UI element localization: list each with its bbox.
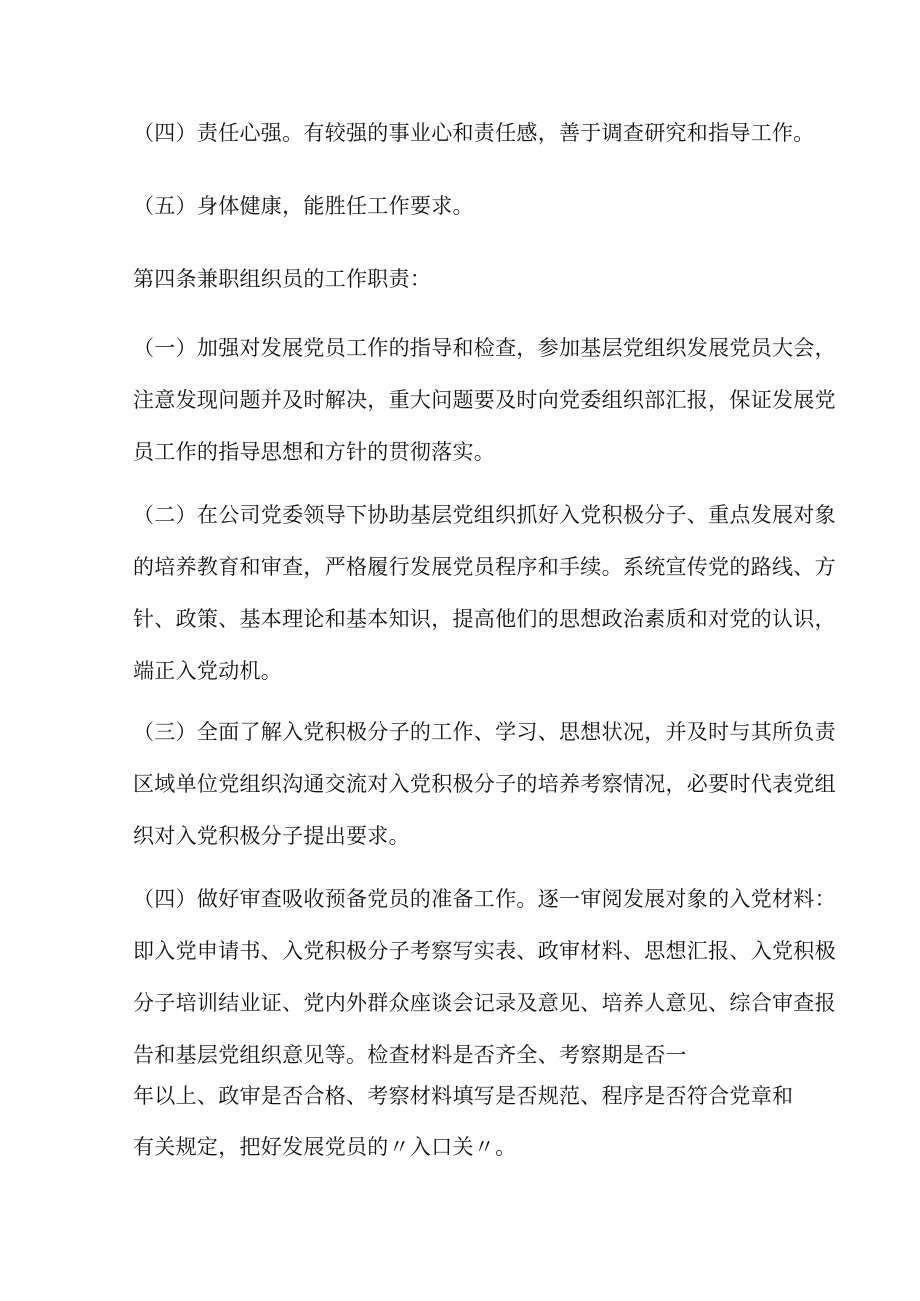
text-line: （三）全面了解入党积极分子的工作、学习、思想状况，并及时与其所负责: [133, 720, 836, 744]
duty-two-paragraph: [133, 489, 836, 697]
text-line: 区域单位党组织沟通交流对入党积极分子的培养考察情况，必要时代表党组: [133, 772, 836, 796]
text-line: 的培养教育和审查，严格履行发展党员程序和手续。系统宣传党的路线、方: [133, 555, 836, 579]
text-line: （一）加强对发展党员工作的指导和检查，参加基层党组织发展党员大会，: [133, 336, 836, 360]
duty-four-paragraph: [133, 873, 836, 1081]
duty-four-continuation: [133, 1076, 793, 1116]
text-line: （四）做好审查吸收预备党员的准备工作。逐一审阅发展对象的入党材料：: [133, 887, 836, 911]
text-line: 分子培训结业证、党内外群众座谈会记录及意见、培养人意见、综合审查报: [133, 991, 836, 1015]
text-line: 端正入党动机。: [133, 659, 283, 683]
text-line: 有关规定，把好发展党员的〃入口关〃。: [133, 1135, 517, 1159]
duty-one-paragraph: [133, 322, 836, 478]
duty-three-paragraph: [133, 706, 836, 862]
article-four-heading: [133, 259, 431, 299]
text-line: 第四条兼职组织员的工作职责：: [133, 267, 432, 291]
text-line: （四）责任心强。有较强的事业心和责任感，善于调查研究和指导工作。: [133, 121, 815, 145]
text-line: 注意发现问题并及时解决，重大问题要及时向党委组织部汇报，保证发展党: [133, 388, 836, 412]
text-line: 织对入党积极分子提出要求。: [133, 824, 410, 848]
text-line: （五）身体健康，能胜任工作要求。: [133, 194, 474, 218]
text-line: 即入党申请书、入党积极分子考察写实表、政审材料、思想汇报、入党积极: [133, 939, 836, 963]
duty-four-closing: [133, 1127, 516, 1167]
text-line: 年以上、政审是否合格、考察材料填写是否规范、程序是否符合党章和: [133, 1084, 794, 1108]
paragraph-responsibility: [133, 113, 815, 153]
text-line: 告和基层党组织意见等。检查材料是否齐全、考察期是否一: [133, 1043, 687, 1067]
text-line: 针、政策、基本理论和基本知识，提高他们的思想政治素质和对党的认识，: [133, 607, 836, 631]
text-line: 员工作的指导思想和方针的贯彻落实。: [133, 440, 496, 464]
paragraph-health: [133, 186, 474, 226]
text-line: （二）在公司党委领导下协助基层党组织抓好入党积极分子、重点发展对象: [133, 503, 836, 527]
